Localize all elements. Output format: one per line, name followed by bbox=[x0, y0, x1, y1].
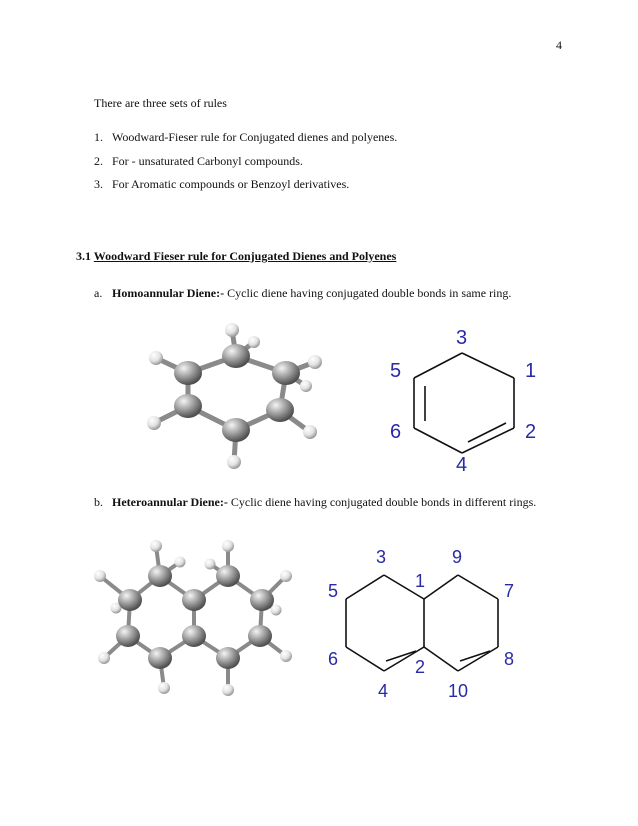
homoannular-skeletal-structure bbox=[370, 318, 570, 478]
homoannular-3d-model bbox=[130, 318, 340, 478]
section-title: Woodward Fieser rule for Conjugated Dienes and Polyenes bbox=[93, 249, 397, 263]
heteroannular-item bbox=[94, 495, 536, 510]
carbon-label-9: 9 bbox=[452, 547, 463, 567]
item-term: Heteroannular Diene:- bbox=[112, 495, 228, 509]
heteroannular-3d-model bbox=[88, 530, 303, 700]
carbon-label-2: 2 bbox=[525, 421, 537, 443]
carbon-label-4: 4 bbox=[378, 681, 389, 701]
carbon-label-1: 1 bbox=[415, 571, 426, 591]
intro-text: There are three sets of rules bbox=[94, 96, 227, 110]
page-number: 4 bbox=[556, 38, 562, 52]
item-letter: a. bbox=[94, 286, 103, 300]
carbon-label-6: 6 bbox=[390, 421, 402, 443]
item-text: Cyclic diene having conjugated double bonds in same ring. bbox=[224, 286, 512, 300]
section-heading bbox=[76, 249, 396, 264]
rule-item bbox=[94, 154, 397, 178]
item-text: Cyclic diene having conjugated double bonds in different rings. bbox=[227, 495, 537, 509]
rule-number: 3. bbox=[94, 177, 103, 191]
carbon-label-10: 10 bbox=[448, 681, 469, 701]
carbon-label-7: 7 bbox=[504, 581, 515, 601]
carbon-label-5: 5 bbox=[390, 360, 402, 382]
rule-text: For - unsaturated Carbonyl compounds. bbox=[112, 153, 303, 168]
carbon-label-4: 4 bbox=[456, 454, 468, 476]
rule-list bbox=[94, 130, 397, 201]
homoannular-item bbox=[94, 286, 511, 301]
carbon-label-5: 5 bbox=[328, 581, 339, 601]
carbon-label-8: 8 bbox=[504, 649, 515, 669]
rule-item bbox=[94, 177, 397, 201]
rule-number: 2. bbox=[94, 153, 103, 168]
item-letter: b. bbox=[94, 495, 103, 509]
section-number: 3.1 bbox=[76, 249, 91, 263]
rule-text: For Aromatic compounds or Benzoyl derivatives. bbox=[112, 177, 350, 191]
rule-item bbox=[94, 130, 397, 154]
item-term: Homoannular Diene:- bbox=[112, 286, 225, 300]
carbon-label-6: 6 bbox=[328, 649, 339, 669]
rule-text: Woodward-Fieser rule for Conjugated dienes and polyenes. bbox=[112, 130, 398, 144]
carbon-label-1: 1 bbox=[525, 360, 537, 382]
rule-number: 1. bbox=[94, 130, 103, 144]
heteroannular-skeletal-structure bbox=[320, 535, 540, 705]
carbon-label-3: 3 bbox=[376, 547, 387, 567]
carbon-label-3: 3 bbox=[456, 327, 468, 349]
carbon-label-2: 2 bbox=[415, 657, 426, 677]
